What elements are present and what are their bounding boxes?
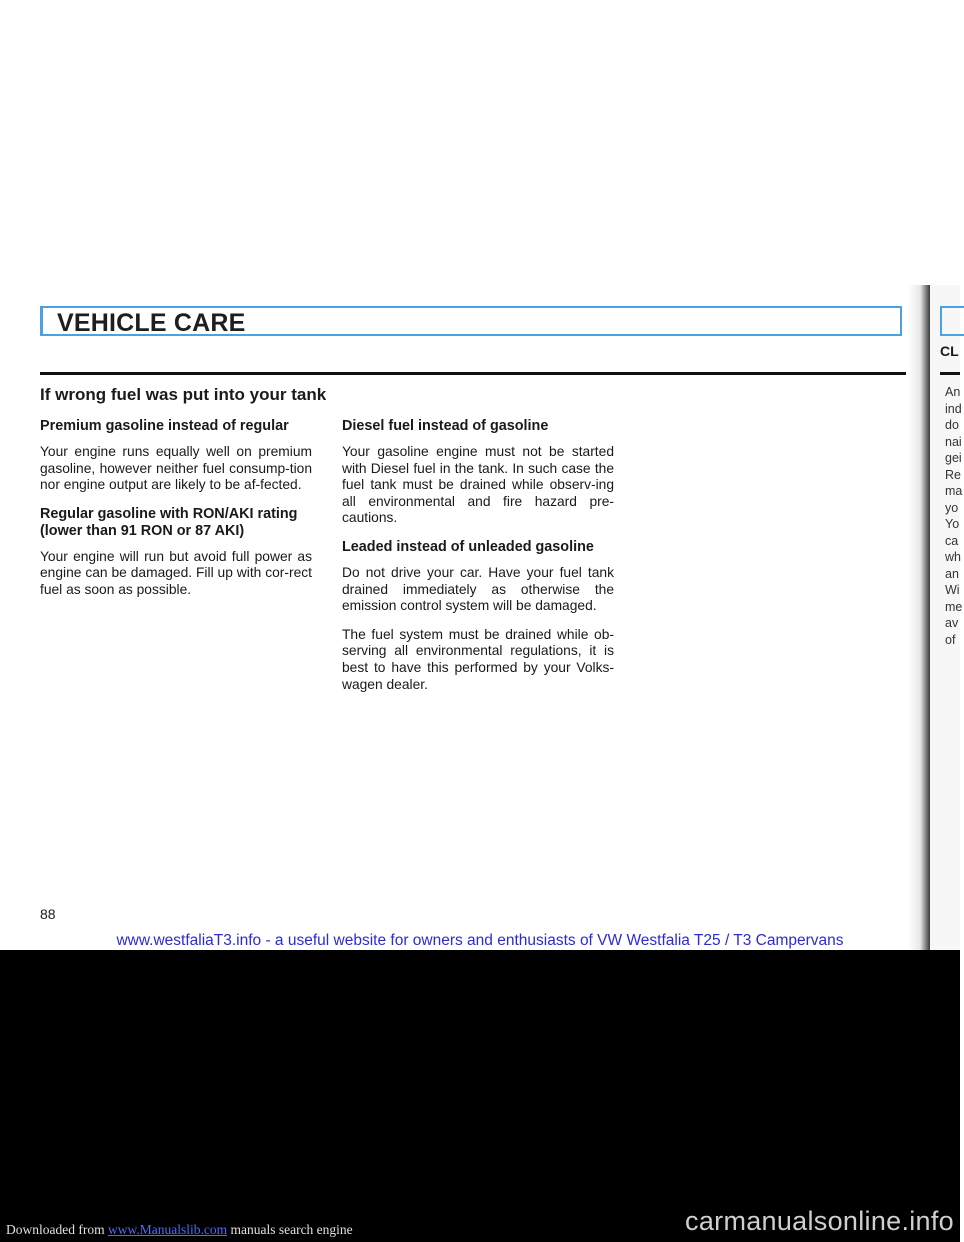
- next-page-header-frame: [940, 306, 964, 336]
- subsection-heading: Regular gasoline with RON/AKI rating (lower than 91 RON or 87 AKI): [40, 505, 298, 539]
- next-page-line: Wi: [945, 583, 960, 597]
- footer-suffix: manuals search engine: [227, 1222, 353, 1237]
- next-page-line: Yo: [945, 517, 960, 531]
- subsection-heading: Premium gasoline instead of regular: [40, 418, 289, 434]
- next-page-line: ca: [945, 533, 959, 548]
- next-page-line: nai: [945, 434, 962, 449]
- section-divider: [40, 372, 906, 375]
- next-page-line: ma: [945, 484, 963, 498]
- next-page-line: me: [945, 599, 963, 614]
- manualslib-link[interactable]: www.Manualslib.com: [107, 1222, 228, 1237]
- next-page-line: gei: [945, 451, 962, 465]
- next-page-line: of: [945, 632, 956, 647]
- right-column: [342, 418, 614, 705]
- subsection-body: Do not drive your car. Have your fuel tank drained immediately as otherwise the emission control system will be damaged.: [342, 564, 614, 614]
- next-page-line: an: [945, 566, 959, 581]
- subsection-heading: Leaded instead of unleaded gasoline: [342, 538, 594, 555]
- scan-dark-area: [0, 950, 960, 1242]
- subsection-body: The fuel system must be drained while ob-serving all environmental regulations, it is best to have this performed by your Volks-wagen dealer.: [342, 626, 614, 692]
- page-gutter: [908, 285, 930, 965]
- subsection-body: Your engine will run but avoid full power as engine can be damaged. Fill up with cor-rect fuel as soon as possible.: [40, 548, 312, 597]
- subsection-heading: Diesel fuel instead of gasoline: [342, 418, 549, 434]
- next-page-divider: [940, 372, 960, 375]
- next-page-title: CL: [940, 343, 959, 359]
- footer-prefix: Downloaded from: [6, 1222, 108, 1237]
- subsection-body: Your engine runs equally well on premium gasoline, however neither fuel consump-tion nor engine output are likely to be af-fected.: [40, 444, 312, 493]
- next-page-line: av: [945, 616, 959, 630]
- download-footer: [6, 1222, 353, 1238]
- next-page-line: Re: [945, 467, 961, 482]
- next-page-line: wh: [945, 550, 961, 564]
- next-page-line: An: [945, 385, 961, 399]
- subsection-body: Your gasoline engine must not be started with Diesel fuel in the tank. In such case the fuel tank must be drained while observ-ing all environmental and fire hazard pre-cautions.: [342, 444, 614, 526]
- chapter-title: VEHICLE CARE: [57, 309, 246, 337]
- page-number: 88: [40, 906, 56, 922]
- next-page-line: ind: [945, 401, 962, 416]
- left-column: [40, 418, 312, 611]
- section-title: If wrong fuel was put into your tank: [40, 385, 327, 404]
- watermark-text: www.westfaliaT3.info - a useful website for owners and enthusiasts of VW Westfalia T25 / T3 Campervans: [116, 932, 844, 949]
- next-page-text: [945, 384, 963, 648]
- next-page-line: do: [945, 418, 959, 432]
- site-brand-watermark: carmanualsonline.info: [685, 1206, 954, 1236]
- next-page-line: yo: [945, 500, 959, 515]
